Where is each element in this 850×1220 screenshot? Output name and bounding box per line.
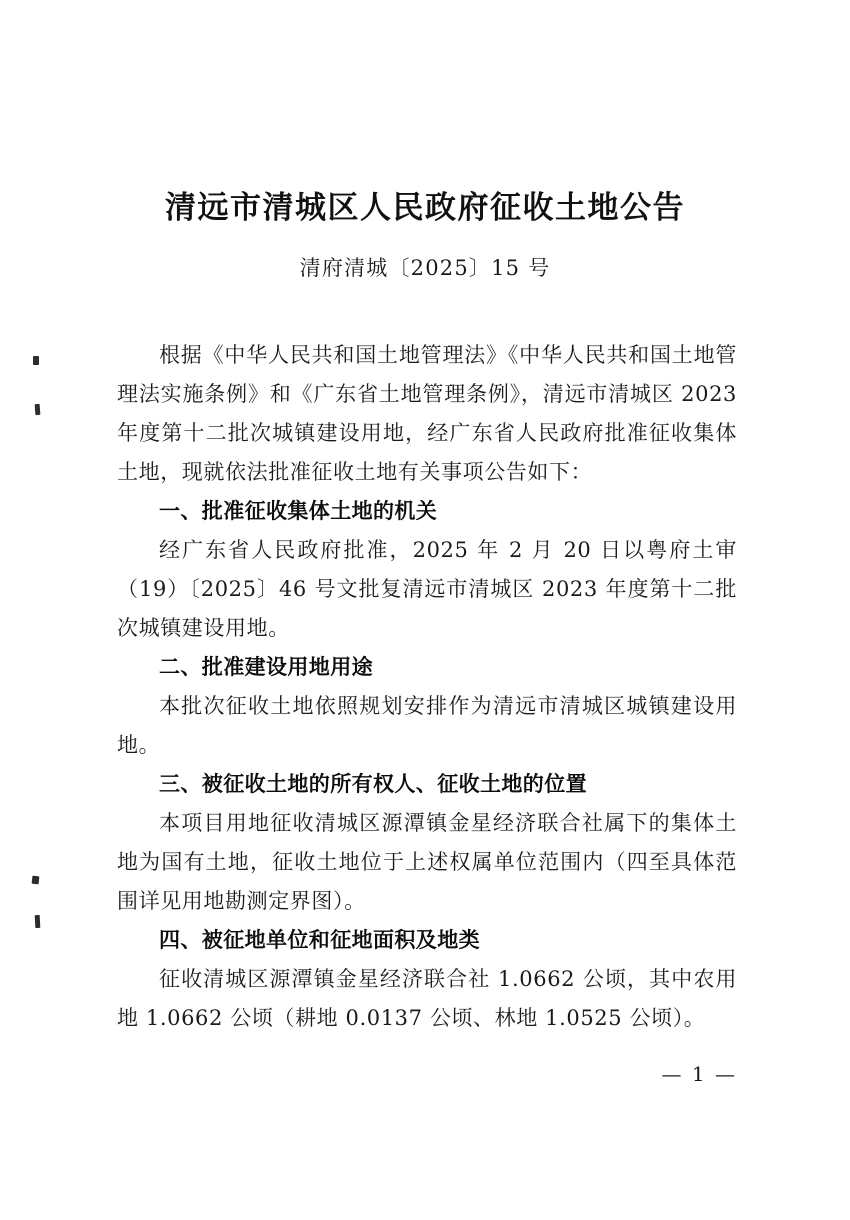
document-title: 清远市清城区人民政府征收土地公告 — [165, 189, 685, 226]
section-paragraph-3: 本项目用地征收清城区源潭镇金星经济联合社属下的集体土地为国有土地，征收土地位于上述权属单位范围内（四至具体范围详见用地勘测定界图）。 — [117, 811, 737, 913]
document-body — [117, 336, 737, 1038]
section-paragraph-2: 本批次征收土地依照规划安排作为清远市清城区城镇建设用地。 — [117, 694, 737, 757]
section-heading-2: 二、批准建设用地用途 — [159, 655, 373, 679]
scan-artifact-mark — [35, 915, 41, 928]
section-heading-1: 一、批准征收集体土地的机关 — [159, 499, 438, 523]
intro-paragraph: 根据《中华人民共和国土地管理法》《中华人民共和国土地管理法实施条例》和《广东省土地管理条例》，清远市清城区 2023 年度第十二批次城镇建设用地，经广东省人民政府批准征收集体土地，现就依法批准征收土地有关事项公告如下： — [117, 343, 737, 484]
section-paragraph-4: 征收清城区源潭镇金星经济联合社 1.0662 公顷，其中农用地 1.0662 公顷（耕地 0.0137 公顷、林地 1.0525 公顷）。 — [117, 967, 737, 1030]
scan-artifact-mark — [32, 876, 40, 885]
page-number: — 1 — — [661, 1062, 737, 1086]
section-paragraph-1: 经广东省人民政府批准，2025 年 2 月 20 日以粤府土审（19）〔2025〕46 号文批复清远市清城区 2023 年度第十二批次城镇建设用地。 — [117, 538, 737, 640]
section-heading-4: 四、被征地单位和征地面积及地类 — [159, 928, 480, 952]
section-heading-3: 三、被征收土地的所有权人、征收土地的位置 — [159, 772, 587, 796]
document-number: 清府清城〔2025〕15 号 — [299, 256, 551, 280]
scan-artifact-mark — [35, 404, 41, 415]
scan-artifact-mark — [33, 356, 39, 365]
